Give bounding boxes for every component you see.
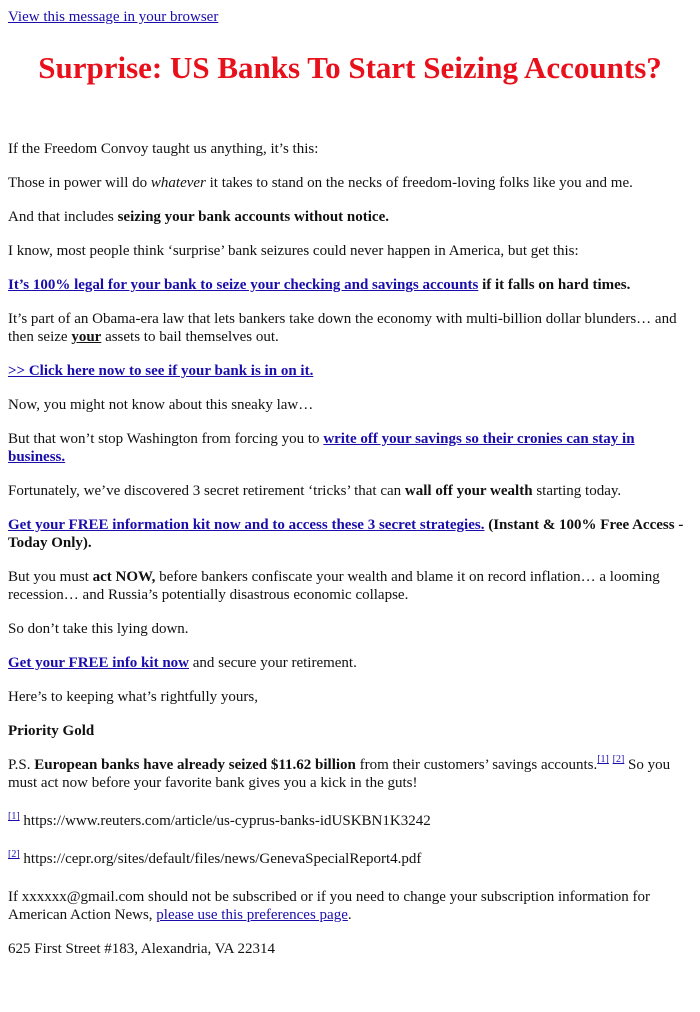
footnote-2: [2] https://cepr.org/sites/default/files/news/GenevaSpecialReport4.pdf <box>8 849 422 867</box>
email-content <box>8 140 692 974</box>
paragraph-washington: But that won’t stop Washington from forcing you to write off your savings so their cronies can stay in business. <box>8 431 635 465</box>
paragraph-lying-down: So don’t take this lying down. <box>8 621 189 637</box>
paragraph-legal: It’s 100% legal for your bank to seize your checking and savings accounts if it falls on hard times. <box>8 277 631 293</box>
paragraph-obama-law: It’s part of an Obama-era law that lets bankers take down the economy with multi-billion dollar blunders… and then seize your assets to bail themselves out. <box>8 311 677 345</box>
paragraph-surprise: I know, most people think ‘surprise’ bank seizures could never happen in America, but get this: <box>8 243 579 259</box>
free-info-kit-link[interactable]: Get your FREE info kit now <box>8 655 189 671</box>
footnote-1: [1] https://www.reuters.com/article/us-cyprus-banks-idUSKBN1K3242 <box>8 811 431 829</box>
paragraph-click-here <box>8 362 692 380</box>
footnote-ref-1[interactable]: [1] <box>597 754 609 765</box>
footnote-anchor-1[interactable]: [1] <box>8 811 20 822</box>
paragraph-seizing: And that includes seizing your bank accounts without notice. <box>8 209 389 225</box>
unsubscribe-notice: If xxxxxx@gmail.com should not be subscribed or if you need to change your subscription information for American Action News, please use this preferences page. <box>8 889 651 923</box>
footnote-anchor-2[interactable]: [2] <box>8 849 20 860</box>
paragraph-free-kit: Get your FREE info kit now and secure your retirement. <box>8 655 357 671</box>
paragraph-sneaky-law: Now, you might not know about this sneaky law… <box>8 397 314 413</box>
signature: Priority Gold <box>8 723 95 739</box>
paragraph-act-now: But you must act NOW, before bankers confiscate your wealth and blame it on record inflation… a looming recession… and Russia’s potentially disastrous economic collapse. <box>8 569 660 603</box>
paragraph-power: Those in power will do whatever it takes to stand on the necks of freedom-loving folks like you and me. <box>8 175 633 191</box>
paragraph-tricks: Fortunately, we’ve discovered 3 secret retirement ‘tricks’ that can wall off your wealth starting today. <box>8 483 622 499</box>
write-off-savings-link[interactable]: write off your savings so their cronies can stay in business. <box>8 431 635 465</box>
legal-seize-link[interactable]: It’s 100% legal for your bank to seize your checking and savings accounts <box>8 277 479 293</box>
info-kit-link[interactable]: Get your FREE information kit now and to access these 3 secret strategies. <box>8 517 485 533</box>
postal-address: 625 First Street #183, Alexandria, VA 22314 <box>8 941 275 957</box>
click-here-link[interactable]: >> Click here now to see if your bank is in on it. <box>8 363 314 379</box>
paragraph-info-kit: Get your FREE information kit now and to access these 3 secret strategies. (Instant & 100% Free Access - Today Only). <box>8 517 684 551</box>
view-in-browser-link[interactable]: View this message in your browser <box>8 9 219 25</box>
email-body <box>8 8 692 957</box>
preferences-page-link[interactable]: please use this preferences page <box>156 907 348 923</box>
footnote-ref-2[interactable]: [2] <box>612 754 625 765</box>
headline: Surprise: US Banks To Start Seizing Accounts? <box>38 50 662 85</box>
paragraph-closing: Here’s to keeping what’s rightfully yours, <box>8 689 258 705</box>
paragraph-intro: If the Freedom Convoy taught us anything, it’s this: <box>8 141 319 157</box>
paragraph-ps: P.S. European banks have already seized $11.62 billion from their customers’ savings accounts.[1] [2] So you must act now before your favorite bank gives you a kick in the guts! <box>8 754 671 791</box>
